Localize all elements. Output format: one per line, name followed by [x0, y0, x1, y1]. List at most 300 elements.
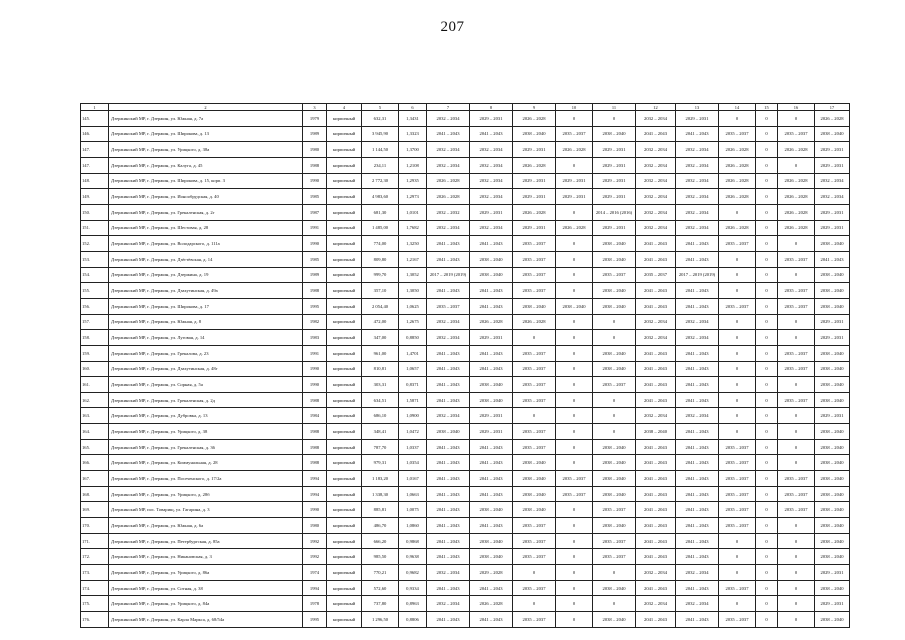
- table-cell: 2029 – 2031: [593, 142, 636, 158]
- table-cell: 4 983,60: [362, 189, 399, 205]
- table-cell: 0: [778, 408, 815, 424]
- table-cell: 2041 – 2043: [636, 471, 676, 487]
- table-cell: кирпичный: [327, 204, 362, 220]
- table-row: [81, 518, 850, 534]
- table-cell: 0: [756, 236, 778, 252]
- table-cell: 2041 – 2043: [470, 283, 513, 299]
- table-cell: 0: [756, 486, 778, 502]
- table-cell: 2029 – 2031: [593, 157, 636, 173]
- table-cell: 1,0075: [399, 502, 427, 518]
- table-cell: 2041 – 2043: [676, 533, 719, 549]
- table-cell: 0: [756, 345, 778, 361]
- table-cell: 0: [778, 455, 815, 471]
- table-cell: 2035 – 2037: [593, 377, 636, 393]
- table-cell: 1990: [303, 173, 327, 189]
- table-cell: 2029 – 2031: [815, 565, 850, 581]
- header-cell: 2: [109, 104, 303, 111]
- table-cell: 2038 – 2040: [470, 377, 513, 393]
- table-cell: 1,0472: [399, 424, 427, 440]
- table-cell: кирпичный: [327, 298, 362, 314]
- header-cell: 1: [81, 104, 109, 111]
- table-cell: 0: [756, 330, 778, 346]
- table-cell: 1990: [303, 502, 327, 518]
- table-cell: кирпичный: [327, 533, 362, 549]
- table-cell: 1,0354: [399, 455, 427, 471]
- header-cell: 15: [756, 104, 778, 111]
- table-cell: 2029 – 2031: [513, 189, 556, 205]
- table-cell: 2038 – 2040: [815, 126, 850, 142]
- table-cell: 2041 – 2043: [427, 236, 470, 252]
- header-cell: 13: [676, 104, 719, 111]
- table-cell: 0: [756, 267, 778, 283]
- table-cell: 0,9638: [399, 549, 427, 565]
- table-cell: 1992: [303, 549, 327, 565]
- table-cell: 2041 – 2043: [427, 502, 470, 518]
- row-number-cell: 170.: [81, 518, 109, 534]
- table-cell: кирпичный: [327, 314, 362, 330]
- table-cell: 2029 – 2031: [815, 408, 850, 424]
- table-cell: 1980: [303, 518, 327, 534]
- table-cell: кирпичный: [327, 126, 362, 142]
- table-cell: 2032 – 2034: [676, 220, 719, 236]
- table-cell: кирпичный: [327, 424, 362, 440]
- table-cell: 2029 – 2031: [513, 142, 556, 158]
- table-cell: 1 144,50: [362, 142, 399, 158]
- table-cell: 2041 – 2043: [676, 377, 719, 393]
- header-cell: 12: [636, 104, 676, 111]
- table-cell: 2026 – 2028: [513, 204, 556, 220]
- table-cell: 0: [556, 236, 593, 252]
- address-cell: Дзержинский МР, г. Дзержин, ул. Посеченского, д. 17/2а: [109, 471, 303, 487]
- table-cell: 2038 – 2040: [593, 612, 636, 628]
- table-cell: 2035 – 2037: [719, 455, 756, 471]
- row-number-cell: 145.: [81, 111, 109, 127]
- table-cell: 2032 – 2034: [676, 330, 719, 346]
- table-cell: 2038 – 2040: [593, 580, 636, 596]
- table-cell: 0: [719, 251, 756, 267]
- table-cell: 2038 – 2040: [593, 345, 636, 361]
- table-row: [81, 392, 850, 408]
- table-cell: 1983: [303, 330, 327, 346]
- table-cell: 0: [719, 549, 756, 565]
- address-cell: Дзержинский МР, г. Дзержин, ул. Дзержина, д. 19: [109, 267, 303, 283]
- table-cell: 1995: [303, 298, 327, 314]
- table-cell: 2038 – 2040: [815, 533, 850, 549]
- table-cell: 2029 – 2031: [556, 189, 593, 205]
- table-cell: 2032 – 2034: [676, 204, 719, 220]
- table-cell: 2026 – 2028: [513, 314, 556, 330]
- table-cell: 2041 – 2043: [636, 126, 676, 142]
- table-cell: 1,0101: [399, 204, 427, 220]
- table-cell: 0: [756, 361, 778, 377]
- row-number-cell: 176.: [81, 612, 109, 628]
- table-cell: 2038 – 2040: [815, 424, 850, 440]
- table-cell: 1990: [303, 377, 327, 393]
- address-cell: Дзержинский МР, г. Дзержин, ул. Широкова, д. 13: [109, 126, 303, 142]
- table-cell: 2029 – 2031: [815, 220, 850, 236]
- table-cell: кирпичный: [327, 251, 362, 267]
- table-cell: 2038 – 2040: [815, 471, 850, 487]
- table-cell: 2041 – 2043: [470, 612, 513, 628]
- table-cell: 2026 – 2028: [815, 111, 850, 127]
- table-cell: 0: [556, 330, 593, 346]
- table-cell: 2032 – 2034: [636, 314, 676, 330]
- table-row: [81, 126, 850, 142]
- table-cell: 1989: [303, 267, 327, 283]
- table-cell: 2041 – 2043: [427, 455, 470, 471]
- table-cell: 2041 – 2043: [427, 377, 470, 393]
- table-cell: 0: [756, 549, 778, 565]
- address-cell: Дзержинский МР, г. Дзержин, ул. Шестовая, д. 28: [109, 220, 303, 236]
- table-cell: 2038 – 2040: [593, 361, 636, 377]
- table-cell: 2038 – 2040: [815, 486, 850, 502]
- table-cell: 2038 – 2040: [513, 502, 556, 518]
- table-cell: 1988: [303, 424, 327, 440]
- table-cell: 0: [593, 392, 636, 408]
- table-cell: 0: [778, 549, 815, 565]
- table-cell: 2035 – 2037: [719, 518, 756, 534]
- table-row: [81, 345, 850, 361]
- table-cell: 2041 – 2043: [427, 518, 470, 534]
- table-cell: 1,0663: [399, 486, 427, 502]
- table-cell: 2032 – 2034: [427, 142, 470, 158]
- table-cell: 2041 – 2043: [676, 345, 719, 361]
- row-number-cell: 167.: [81, 471, 109, 487]
- row-number-cell: 147.: [81, 142, 109, 158]
- table-row: [81, 111, 850, 127]
- table-row: [81, 486, 850, 502]
- table-cell: 1,3431: [399, 111, 427, 127]
- table-cell: кирпичный: [327, 157, 362, 173]
- table-cell: 2035 – 2037: [556, 126, 593, 142]
- table-cell: кирпичный: [327, 142, 362, 158]
- address-cell: Дзержинский МР, г. Дзержин, ул. Ионообрудская, д. 40: [109, 189, 303, 205]
- table-cell: 2041 – 2043: [636, 236, 676, 252]
- table-cell: 0: [719, 361, 756, 377]
- table-cell: 770,21: [362, 565, 399, 581]
- table-cell: 2041 – 2043: [636, 580, 676, 596]
- table-cell: 1990: [303, 236, 327, 252]
- table-cell: 0: [556, 518, 593, 534]
- table-cell: 2035 – 2037: [513, 424, 556, 440]
- table-cell: кирпичный: [327, 580, 362, 596]
- table-cell: 0: [556, 424, 593, 440]
- table-cell: 2041 – 2043: [636, 298, 676, 314]
- table-cell: 2032 – 2034: [636, 189, 676, 205]
- table-cell: 1985: [303, 189, 327, 205]
- table-cell: 2029 – 2031: [815, 142, 850, 158]
- table-cell: 2032 – 2034: [470, 173, 513, 189]
- table-cell: 0: [756, 173, 778, 189]
- table-cell: 2041 – 2043: [636, 251, 676, 267]
- table-cell: 2035 – 2037: [513, 251, 556, 267]
- table-cell: 2041 – 2043: [676, 471, 719, 487]
- table-cell: 0: [513, 596, 556, 612]
- table-cell: 2032 – 2034: [636, 220, 676, 236]
- table-cell: 2029 – 2031: [470, 408, 513, 424]
- table-cell: кирпичный: [327, 236, 362, 252]
- table-cell: 1 296,50: [362, 612, 399, 628]
- table-cell: 2041 – 2043: [636, 392, 676, 408]
- table-cell: 1 183,20: [362, 471, 399, 487]
- table-cell: кирпичный: [327, 596, 362, 612]
- table-cell: 2026 – 2028: [556, 220, 593, 236]
- table-cell: 2038 – 2040: [815, 377, 850, 393]
- table-cell: 2035 – 2037: [719, 580, 756, 596]
- table-cell: 2035 – 2037: [778, 502, 815, 518]
- table-cell: 2035 – 2037: [778, 486, 815, 502]
- table-cell: 2038 – 2040: [470, 533, 513, 549]
- table-row: [81, 189, 850, 205]
- table-cell: 0: [556, 502, 593, 518]
- table-cell: 1,0900: [399, 408, 427, 424]
- table-cell: 2026 – 2028: [470, 596, 513, 612]
- table-cell: 2035 – 2037: [513, 580, 556, 596]
- table-cell: 2035 – 2037: [427, 298, 470, 314]
- table-cell: 2029 – 2031: [815, 330, 850, 346]
- table-cell: 0: [556, 549, 593, 565]
- row-number-cell: 162.: [81, 392, 109, 408]
- table-cell: 2032 – 2034: [676, 189, 719, 205]
- table-cell: 0: [556, 533, 593, 549]
- table-cell: 2038 – 2040: [593, 486, 636, 502]
- table-cell: кирпичный: [327, 330, 362, 346]
- table-cell: 2032 – 2034: [636, 111, 676, 127]
- table-cell: 0: [556, 157, 593, 173]
- table-cell: 2041 – 2043: [676, 549, 719, 565]
- address-cell: Дзержинский МР, г. Дзержин, ул. Володарского, д. 111а: [109, 236, 303, 252]
- table-cell: 2035 – 2037: [593, 533, 636, 549]
- address-cell: Дзержинский МР, г. Дзержин, ул. Никановская, д. 3: [109, 549, 303, 565]
- table-cell: 303,31: [362, 377, 399, 393]
- table-cell: 2032 – 2034: [636, 596, 676, 612]
- table-cell: 2032 – 2034: [470, 157, 513, 173]
- row-number-cell: 151.: [81, 220, 109, 236]
- table-cell: 1984: [303, 408, 327, 424]
- row-number-cell: 171.: [81, 533, 109, 549]
- table-cell: 0: [778, 377, 815, 393]
- table-cell: 0: [593, 596, 636, 612]
- table-cell: кирпичный: [327, 267, 362, 283]
- table-cell: 1,0167: [399, 471, 427, 487]
- table-cell: 2038 – 2040: [593, 126, 636, 142]
- table-cell: 2041 – 2043: [636, 533, 676, 549]
- row-number-cell: 174.: [81, 580, 109, 596]
- table-cell: 2041 – 2043: [676, 580, 719, 596]
- table-cell: 2029 – 2031: [470, 424, 513, 440]
- table-cell: 2038 – 2040: [470, 502, 513, 518]
- row-number-cell: 147.: [81, 157, 109, 173]
- table-header-row: [81, 104, 850, 111]
- address-cell: Дзержинский МР, г. Дзержин, ул. Луговая, д. 14: [109, 330, 303, 346]
- table-cell: кирпичный: [327, 471, 362, 487]
- table-cell: 2029 – 2031: [513, 173, 556, 189]
- table-row: [81, 251, 850, 267]
- table-cell: 774,00: [362, 236, 399, 252]
- table-cell: 2038 – 2040: [593, 236, 636, 252]
- row-number-cell: 163.: [81, 408, 109, 424]
- table-cell: 0: [556, 408, 593, 424]
- table-cell: 0: [756, 189, 778, 205]
- table-row: [81, 236, 850, 252]
- table-cell: 1990: [303, 361, 327, 377]
- table-cell: 0: [513, 565, 556, 581]
- table-row: [81, 408, 850, 424]
- table-cell: 0,8963: [399, 596, 427, 612]
- table-cell: 0: [778, 439, 815, 455]
- table-cell: 2029 – 2031: [593, 189, 636, 205]
- table-cell: 2026 – 2028: [778, 189, 815, 205]
- table-cell: 2041 – 2043: [427, 549, 470, 565]
- table-cell: 0: [593, 330, 636, 346]
- address-cell: Дзержинский МР, г. Дзержин, ул. Петербургская, д. 85а: [109, 533, 303, 549]
- table-row: [81, 455, 850, 471]
- table-cell: 3 945,90: [362, 126, 399, 142]
- table-cell: 572,60: [362, 580, 399, 596]
- table-cell: 0: [556, 455, 593, 471]
- table-row: [81, 439, 850, 455]
- table-cell: 2041 – 2043: [427, 471, 470, 487]
- table-cell: 0: [756, 314, 778, 330]
- table-cell: 2017 – 2019 (2019): [427, 267, 470, 283]
- table-cell: 0: [778, 612, 815, 628]
- table-cell: 2041 – 2043: [427, 580, 470, 596]
- table-cell: 0: [756, 596, 778, 612]
- table-cell: 2038 – 2040: [815, 455, 850, 471]
- table-cell: 2038 – 2040: [815, 580, 850, 596]
- table-cell: 2032 – 2034: [427, 314, 470, 330]
- table-cell: 0,8850: [399, 330, 427, 346]
- table-cell: 0: [719, 345, 756, 361]
- table-cell: 348,41: [362, 424, 399, 440]
- table-cell: 2041 – 2043: [427, 486, 470, 502]
- table-cell: 0: [556, 267, 593, 283]
- table-cell: 2038 – 2040: [815, 283, 850, 299]
- table-cell: 2032 – 2034: [636, 157, 676, 173]
- table-cell: 1991: [303, 220, 327, 236]
- table-cell: 2038 – 2040: [593, 283, 636, 299]
- table-cell: 0: [556, 111, 593, 127]
- table-cell: 979,31: [362, 455, 399, 471]
- table-cell: 0: [556, 283, 593, 299]
- table-cell: 0: [719, 377, 756, 393]
- address-cell: Дзержинский МР, г. Дзержин, ул. Урицкого, д. 86а: [109, 565, 303, 581]
- table-cell: 2035 – 2037: [719, 298, 756, 314]
- table-cell: 234,11: [362, 157, 399, 173]
- table-cell: 2032 – 2034: [470, 220, 513, 236]
- header-cell: 6: [399, 104, 427, 111]
- row-number-cell: 149.: [81, 189, 109, 205]
- table-cell: 2032 – 2034: [427, 408, 470, 424]
- table-cell: 2029 – 2031: [815, 204, 850, 220]
- table-cell: 0: [756, 408, 778, 424]
- table-cell: 2041 – 2043: [427, 533, 470, 549]
- table-row: [81, 424, 850, 440]
- table-cell: 2035 – 2037: [556, 486, 593, 502]
- table-cell: 0: [556, 612, 593, 628]
- table-cell: 2041 – 2043: [676, 392, 719, 408]
- table-cell: кирпичный: [327, 283, 362, 299]
- table-cell: 2035 – 2037: [719, 126, 756, 142]
- table-cell: 2038 – 2040: [593, 518, 636, 534]
- row-number-cell: 166.: [81, 455, 109, 471]
- address-cell: Дзержинский МР, г. Дзержин, ул. Дзёгтёвская, д. 14: [109, 251, 303, 267]
- table-cell: 2032 – 2034: [636, 173, 676, 189]
- table-cell: 2038 – 2040: [593, 455, 636, 471]
- table-cell: 2035 – 2037: [513, 361, 556, 377]
- header-cell: 14: [719, 104, 756, 111]
- table-row: [81, 502, 850, 518]
- row-number-cell: 160.: [81, 361, 109, 377]
- address-cell: Дзержинский МР, г. Дзержин, ул. Сотная, д. 38: [109, 580, 303, 596]
- table-cell: 2035 – 2037: [778, 283, 815, 299]
- table-cell: 0: [719, 330, 756, 346]
- table-cell: 0: [756, 142, 778, 158]
- table-row: [81, 612, 850, 628]
- table-cell: 2038 – 2040: [815, 236, 850, 252]
- table-cell: 2041 – 2043: [427, 345, 470, 361]
- table-row: [81, 267, 850, 283]
- table-cell: 0: [756, 471, 778, 487]
- header-cell: 11: [593, 104, 636, 111]
- table-cell: 2026 – 2028: [778, 204, 815, 220]
- table-cell: 1994: [303, 471, 327, 487]
- table-cell: 0,9334: [399, 580, 427, 596]
- row-number-cell: 156.: [81, 298, 109, 314]
- table-cell: 0: [719, 533, 756, 549]
- table-cell: 0: [756, 283, 778, 299]
- table-cell: 2032 – 2034: [636, 408, 676, 424]
- table-cell: 2029 – 2031: [556, 173, 593, 189]
- row-number-cell: 169.: [81, 502, 109, 518]
- row-number-cell: 148.: [81, 173, 109, 189]
- row-number-cell: 150.: [81, 204, 109, 220]
- header-cell: 17: [815, 104, 850, 111]
- table-cell: 2026 – 2028: [778, 173, 815, 189]
- table-cell: 2035 – 2037: [513, 377, 556, 393]
- table-cell: 809,80: [362, 251, 399, 267]
- table-cell: 2041 – 2043: [676, 486, 719, 502]
- table-cell: 2038 – 2040: [815, 612, 850, 628]
- table-cell: 0: [556, 596, 593, 612]
- table-cell: 0: [593, 111, 636, 127]
- table-cell: 0: [756, 565, 778, 581]
- table-cell: 2026 – 2028: [427, 189, 470, 205]
- table-cell: 2035 – 2037: [719, 612, 756, 628]
- table-cell: 2026 – 2028: [513, 157, 556, 173]
- table-cell: 885,81: [362, 502, 399, 518]
- table-cell: 0,9868: [399, 533, 427, 549]
- address-cell: Дзержинский МР, г. Дзержин, ул. Урицкого, д. 38а: [109, 142, 303, 158]
- table-cell: 2032 – 2034: [815, 189, 850, 205]
- table-cell: 1974: [303, 565, 327, 581]
- table-cell: 0: [556, 204, 593, 220]
- address-cell: Дзержинский МР, г. Дзержин, ул. Широкова, д. 15, корп. 3: [109, 173, 303, 189]
- table-cell: 0: [756, 424, 778, 440]
- table-cell: 2038 – 2040: [815, 518, 850, 534]
- table-cell: 2041 – 2043: [470, 126, 513, 142]
- table-cell: 2035 – 2037: [719, 236, 756, 252]
- table-cell: 2038 – 2040: [815, 345, 850, 361]
- table-cell: 2029 – 2031: [470, 330, 513, 346]
- table-cell: 0: [719, 283, 756, 299]
- table-cell: 2026 – 2028: [778, 220, 815, 236]
- table-cell: кирпичный: [327, 439, 362, 455]
- table-cell: 1978: [303, 596, 327, 612]
- table-cell: 1,0657: [399, 361, 427, 377]
- table-cell: 2038 – 2040: [470, 251, 513, 267]
- table-cell: кирпичный: [327, 455, 362, 471]
